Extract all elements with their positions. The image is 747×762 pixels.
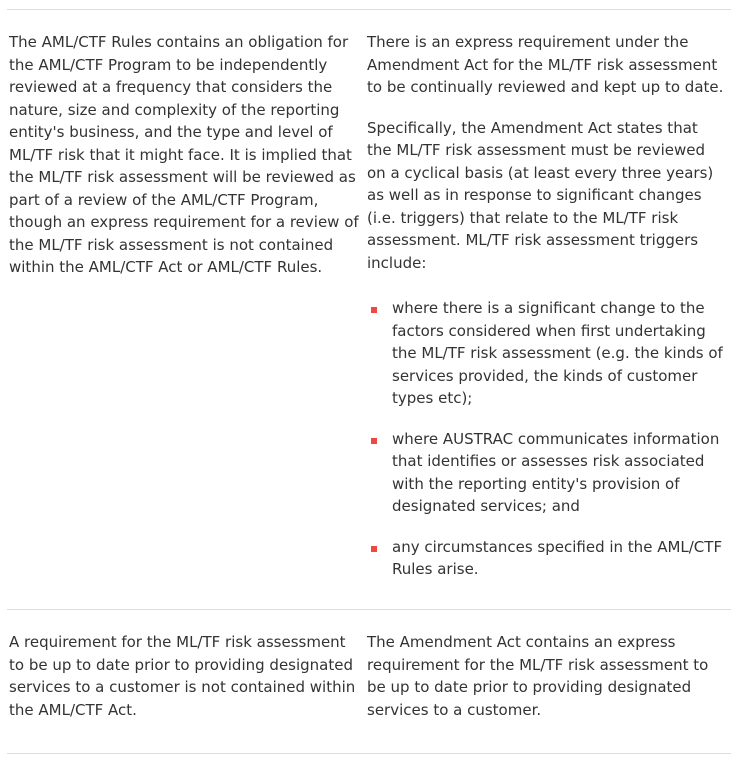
- current-law-text: A requirement for the ML/TF risk assessment to be up to date prior to providing designated services to a customer is not contained within the AML/CTF Act.: [9, 633, 356, 719]
- comparison-table: [7, 0, 731, 754]
- table-row: [7, 631, 731, 753]
- amendment-cell: [367, 31, 731, 586]
- current-law-cell: [7, 631, 367, 753]
- table-divider: [7, 609, 731, 610]
- current-law-text: The AML/CTF Rules contains an obligation for the AML/CTF Program to be independently reviewed at a frequency that considers the nature, size and complexity of the reporting entity's business, and the type and level of ML/TF risk that it might face. It is implied that the ML/TF risk assessment will be reviewed as part of a review of the AML/CTF Program, though an express requirement for a review of the ML/TF risk assessment is not contained within the AML/CTF Act or AML/CTF Rules.: [9, 33, 359, 276]
- list-item: [367, 428, 725, 518]
- table-divider: [7, 9, 731, 10]
- table-row: [7, 31, 731, 586]
- list-item: [367, 297, 725, 410]
- trigger-list: [367, 297, 725, 581]
- square-bullet-icon: [371, 546, 377, 552]
- table-divider: [7, 753, 731, 754]
- square-bullet-icon: [371, 307, 377, 313]
- square-bullet-icon: [371, 438, 377, 444]
- current-law-cell: [7, 31, 367, 586]
- list-item-text: any circumstances specified in the AML/CTF Rules arise.: [392, 537, 723, 578]
- list-item-text: where AUSTRAC communicates information that identifies or assesses risk associated with the reporting entity's provision of designated services; and: [392, 429, 720, 515]
- list-item-text: where there is a significant change to the factors considered when first undertaking the ML/TF risk assessment (e.g. the kinds of services provided, the kinds of customer types etc);: [392, 299, 723, 407]
- amendment-text: Specifically, the Amendment Act states that the ML/TF risk assessment must be reviewed on a cyclical basis (at least every three years) as well as in response to significant changes (i.e. triggers) that relate to the ML/TF risk assessment. ML/TF risk assessment triggers include:: [367, 118, 714, 272]
- amendment-text: There is an express requirement under the Amendment Act for the ML/TF risk assessment to be continually reviewed and kept up to date.: [367, 33, 724, 96]
- amendment-text: The Amendment Act contains an express requirement for the ML/TF risk assessment to be up to date prior to providing designated services to a customer.: [367, 633, 709, 719]
- amendment-cell: [367, 631, 731, 753]
- list-item: [367, 536, 725, 581]
